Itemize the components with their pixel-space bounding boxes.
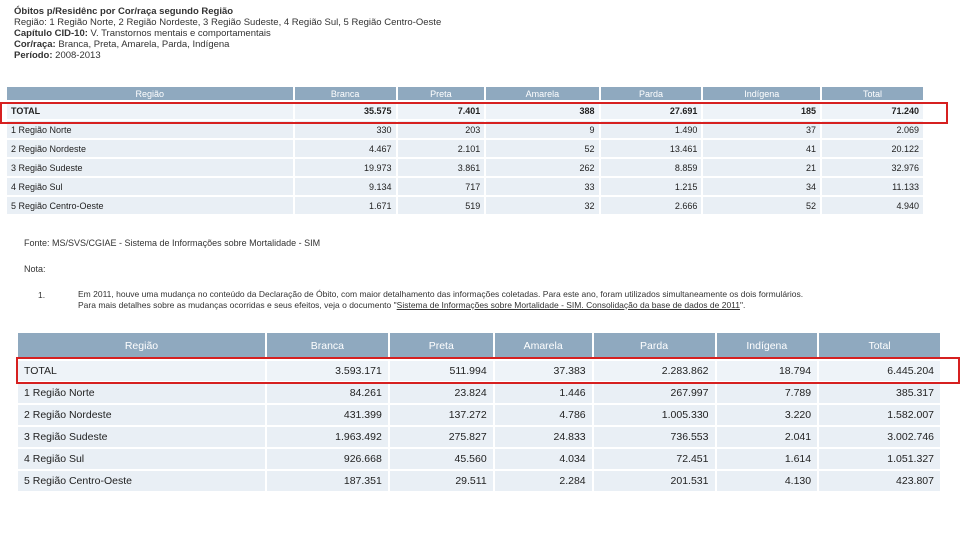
table-cell: 203 bbox=[398, 121, 485, 138]
chapter-value: V. Transtornos mentais e comportamentais bbox=[87, 28, 271, 39]
column-header[interactable]: Amarela bbox=[495, 333, 592, 359]
column-header[interactable]: Região bbox=[18, 333, 265, 359]
table-row bbox=[7, 140, 923, 157]
table-cell: 4.130 bbox=[717, 471, 818, 491]
table-row bbox=[7, 178, 923, 195]
period-label: Período: bbox=[14, 50, 53, 61]
column-header[interactable]: Parda bbox=[594, 333, 715, 359]
table-cell: 5 Região Centro-Oeste bbox=[18, 471, 265, 491]
column-header[interactable]: Total bbox=[819, 333, 940, 359]
table-deaths-all-causes bbox=[16, 331, 942, 493]
column-header[interactable]: Total bbox=[822, 87, 923, 100]
table-cell: 6.445.204 bbox=[819, 361, 940, 381]
table-cell: 2 Região Nordeste bbox=[7, 140, 293, 157]
table-cell: 388 bbox=[486, 102, 598, 119]
column-header[interactable]: Região bbox=[7, 87, 293, 100]
table-cell: 3 Região Sudeste bbox=[7, 159, 293, 176]
table-row bbox=[18, 427, 940, 447]
table-cell: 72.451 bbox=[594, 449, 715, 469]
table-cell: 1.582.007 bbox=[819, 405, 940, 425]
table-cell: 4.467 bbox=[295, 140, 396, 157]
table-cell: 4 Região Sul bbox=[18, 449, 265, 469]
table-cell: TOTAL bbox=[18, 361, 265, 381]
table-cell: 21 bbox=[703, 159, 820, 176]
table-cell: 511.994 bbox=[390, 361, 493, 381]
table-cell: 736.553 bbox=[594, 427, 715, 447]
note-text bbox=[78, 289, 928, 311]
highlight-box-total-row bbox=[0, 102, 948, 124]
table-cell: 1 Região Norte bbox=[7, 121, 293, 138]
column-header[interactable]: Preta bbox=[390, 333, 493, 359]
race-label: Cor/raça: bbox=[14, 39, 56, 50]
table-cell: 37.383 bbox=[495, 361, 592, 381]
table-cell: 2.101 bbox=[398, 140, 485, 157]
note-line-2: Para mais detalhes sobre as mudanças ocorridas e seus efeitos, veja o documento "Sistema de Informações sobre Mortalidade - SIM. Consolidação da base de dados de 2011". bbox=[78, 300, 746, 310]
table-cell: 4.034 bbox=[495, 449, 592, 469]
table-cell: 187.351 bbox=[267, 471, 388, 491]
table-row bbox=[18, 471, 940, 491]
note-line-1: Em 2011, houve uma mudança no conteúdo da Declaração de Óbito, com maior detalhamento das informações coletadas. Para este ano, foram utilizados simultaneamente os dois formulários. bbox=[78, 289, 804, 299]
table-cell: 4.940 bbox=[822, 197, 923, 214]
table-cell: 29.511 bbox=[390, 471, 493, 491]
table-header-row bbox=[18, 333, 940, 359]
report-header bbox=[14, 6, 441, 61]
report-race bbox=[14, 39, 441, 50]
note-line-2-suffix: ". bbox=[740, 300, 746, 310]
table-cell: 717 bbox=[398, 178, 485, 195]
column-header[interactable]: Indígena bbox=[717, 333, 818, 359]
race-value: Branca, Preta, Amarela, Parda, Indígena bbox=[55, 39, 230, 50]
table-cell: 2.284 bbox=[495, 471, 592, 491]
table-cell: 24.833 bbox=[495, 427, 592, 447]
table-header-row bbox=[7, 87, 923, 100]
table-cell: 7.789 bbox=[717, 383, 818, 403]
table-row bbox=[18, 449, 940, 469]
table-cell: 185 bbox=[703, 102, 820, 119]
column-header[interactable]: Parda bbox=[601, 87, 702, 100]
table-cell: 137.272 bbox=[390, 405, 493, 425]
table-cell: 1.490 bbox=[601, 121, 702, 138]
table-cell: 8.859 bbox=[601, 159, 702, 176]
column-header[interactable]: Branca bbox=[295, 87, 396, 100]
table-row bbox=[7, 197, 923, 214]
table-cell: 9 bbox=[486, 121, 598, 138]
notes-heading: Nota: bbox=[24, 264, 46, 274]
column-header[interactable]: Amarela bbox=[486, 87, 598, 100]
table-cell: 3.002.746 bbox=[819, 427, 940, 447]
table-cell: 3.593.171 bbox=[267, 361, 388, 381]
table-cell: 7.401 bbox=[398, 102, 485, 119]
column-header[interactable]: Indígena bbox=[703, 87, 820, 100]
column-header[interactable]: Preta bbox=[398, 87, 485, 100]
table-cell: 35.575 bbox=[295, 102, 396, 119]
table-cell: 275.827 bbox=[390, 427, 493, 447]
table-cell: 423.807 bbox=[819, 471, 940, 491]
table-cell: 32.976 bbox=[822, 159, 923, 176]
table-cell: 52 bbox=[703, 197, 820, 214]
table-cell: 20.122 bbox=[822, 140, 923, 157]
table-cell: 45.560 bbox=[390, 449, 493, 469]
table-cell: 330 bbox=[295, 121, 396, 138]
table-cell: 19.973 bbox=[295, 159, 396, 176]
table-cell: 41 bbox=[703, 140, 820, 157]
table-cell: 32 bbox=[486, 197, 598, 214]
table-cell: 11.133 bbox=[822, 178, 923, 195]
table-cell: 3.220 bbox=[717, 405, 818, 425]
table-cell: 1.614 bbox=[717, 449, 818, 469]
report-title: Óbitos p/Residênc por Cor/raça segundo Região bbox=[14, 6, 234, 17]
table-cell: 27.691 bbox=[601, 102, 702, 119]
table-row bbox=[18, 383, 940, 403]
table-row bbox=[7, 159, 923, 176]
table-cell: 23.824 bbox=[390, 383, 493, 403]
table-cell: TOTAL bbox=[7, 102, 293, 119]
table-cell: 2.041 bbox=[717, 427, 818, 447]
table-cell: 519 bbox=[398, 197, 485, 214]
table-cell: 1.963.492 bbox=[267, 427, 388, 447]
table-cell: 33 bbox=[486, 178, 598, 195]
table-cell: 2.283.862 bbox=[594, 361, 715, 381]
table-cell: 1 Região Norte bbox=[18, 383, 265, 403]
note-line-2-prefix: Para mais detalhes sobre as mudanças ocorridas e seus efeitos, veja o documento bbox=[78, 300, 394, 310]
report-period bbox=[14, 50, 441, 61]
table-cell: 2 Região Nordeste bbox=[18, 405, 265, 425]
table-cell: 34 bbox=[703, 178, 820, 195]
chapter-label: Capítulo CID-10: bbox=[14, 28, 88, 39]
table-cell: 3.861 bbox=[398, 159, 485, 176]
table-cell: 52 bbox=[486, 140, 598, 157]
source-note: Fonte: MS/SVS/CGIAE - Sistema de Informações sobre Mortalidade - SIM bbox=[24, 238, 321, 248]
table-cell: 13.461 bbox=[601, 140, 702, 157]
table-cell: 2.069 bbox=[822, 121, 923, 138]
table-cell: 18.794 bbox=[717, 361, 818, 381]
table-cell: 267.997 bbox=[594, 383, 715, 403]
table-cell: 37 bbox=[703, 121, 820, 138]
table-cell: 201.531 bbox=[594, 471, 715, 491]
table-cell: 5 Região Centro-Oeste bbox=[7, 197, 293, 214]
table-cell: 3 Região Sudeste bbox=[18, 427, 265, 447]
table-cell: 1.215 bbox=[601, 178, 702, 195]
table-cell: 385.317 bbox=[819, 383, 940, 403]
table-cell: 2.666 bbox=[601, 197, 702, 214]
table-cell: 9.134 bbox=[295, 178, 396, 195]
table-row bbox=[18, 405, 940, 425]
note-number: 1. bbox=[38, 290, 46, 300]
table-cell: 431.399 bbox=[267, 405, 388, 425]
table-cell: 4.786 bbox=[495, 405, 592, 425]
highlight-box-total-row bbox=[16, 357, 960, 384]
table-cell: 1.051.327 bbox=[819, 449, 940, 469]
sim-document-link[interactable]: Sistema de Informações sobre Mortalidade - SIM. Consolidação da base de dados de 2011 bbox=[396, 300, 741, 310]
period-value: 2008-2013 bbox=[52, 50, 101, 61]
table-cell: 926.668 bbox=[267, 449, 388, 469]
report-chapter bbox=[14, 28, 441, 39]
table-cell: 1.671 bbox=[295, 197, 396, 214]
table-cell: 84.261 bbox=[267, 383, 388, 403]
table-cell: 262 bbox=[486, 159, 598, 176]
column-header[interactable]: Branca bbox=[267, 333, 388, 359]
table-cell: 4 Região Sul bbox=[7, 178, 293, 195]
table-cell: 71.240 bbox=[822, 102, 923, 119]
table-cell: 1.446 bbox=[495, 383, 592, 403]
report-regions: Região: 1 Região Norte, 2 Região Nordeste, 3 Região Sudeste, 4 Região Sul, 5 Região Centro-Oeste bbox=[14, 17, 442, 28]
table-cell: 1.005.330 bbox=[594, 405, 715, 425]
